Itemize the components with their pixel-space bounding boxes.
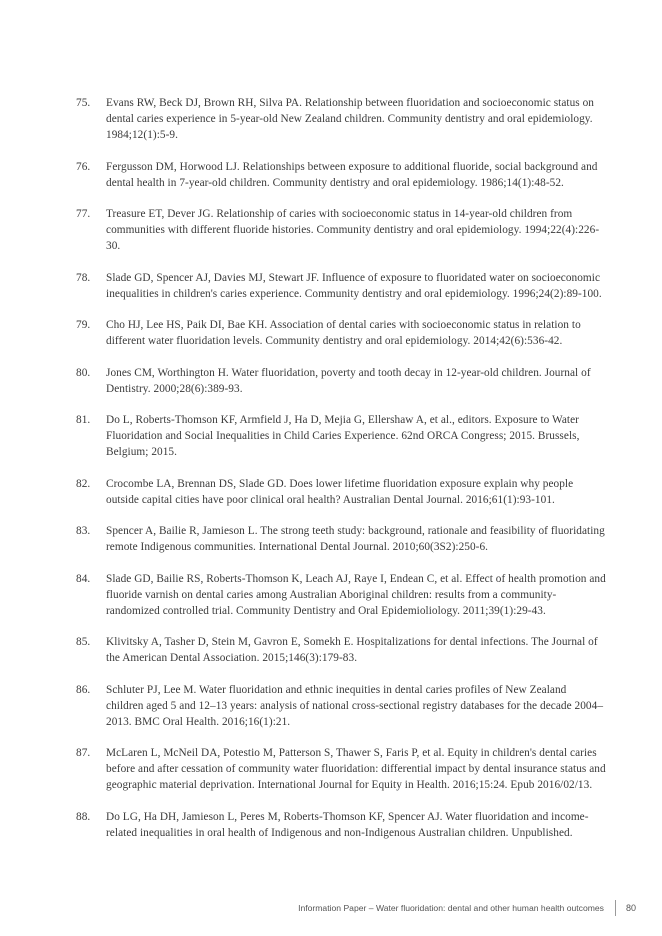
reference-text: McLaren L, McNeil DA, Potestio M, Patterson S, Thawer S, Faris P, et al. Equity in children's dental caries before and after cessation of community water fluoridation: differential impact by dental insurance status and geographic material deprivation. International Journal for Equity in Health. 2016;15:24. Epub 2016/02/13.: [106, 747, 606, 791]
reference-number: 75.: [76, 97, 91, 109]
reference-item: [76, 571, 606, 619]
reference-item: [76, 159, 606, 191]
reference-item: [76, 634, 606, 666]
reference-item: [76, 365, 606, 397]
reference-item: [76, 745, 606, 793]
reference-text: Schluter PJ, Lee M. Water fluoridation and ethnic inequities in dental caries profiles of New Zealand children aged 5 and 12–13 years: analysis of national cross-sectional registry databases for the decade 2004–2013. BMC Oral Health. 2016;16(1):21.: [106, 683, 604, 728]
reference-item: [76, 95, 606, 143]
reference-text: Crocombe LA, Brennan DS, Slade GD. Does lower lifetime fluoridation exposure explain why people outside capital cities have poor clinical oral health? Australian Dental Journal. 2016;61(1):93-101.: [106, 477, 574, 506]
reference-item: [76, 317, 606, 349]
reference-text: Evans RW, Beck DJ, Brown RH, Silva PA. Relationship between fluoridation and socioeconomic status on dental caries experience in 5-year-old New Zealand children. Community dentistry and oral epidemiology. 1984;12(1):5-9.: [106, 97, 594, 141]
reference-item: [76, 412, 606, 460]
reference-item: [76, 682, 606, 730]
reference-text: Fergusson DM, Horwood LJ. Relationships between exposure to additional fluoride, social background and dental health in 7-year-old children. Community dentistry and oral epidemiology. 1986;14(1):48-52.: [106, 160, 598, 189]
reference-list: [76, 95, 606, 856]
reference-text: Treasure ET, Dever JG. Relationship of caries with socioeconomic status in 14-year-old children from communities with different fluoride histories. Community dentistry and oral epidemiology. 1994;22(4):226-30.: [106, 208, 600, 252]
reference-number: 86.: [76, 683, 91, 696]
footer-divider: [615, 900, 616, 916]
reference-number: 82.: [76, 477, 91, 490]
reference-item: [76, 206, 606, 254]
reference-number: 78.: [76, 271, 91, 284]
reference-text: Spencer A, Bailie R, Jamieson L. The strong teeth study: background, rationale and feasibility of fluoridating remote Indigenous communities. International Dental Journal. 2010;60(3S2):250-6.: [106, 525, 605, 553]
reference-number: 87.: [76, 747, 91, 759]
reference-number: 83.: [76, 525, 91, 537]
reference-text: Jones CM, Worthington H. Water fluoridation, poverty and tooth decay in 12-year-old children. Journal of Dentistry. 2000;28(6):389-93.: [106, 366, 591, 395]
footer-title: Information Paper – Water fluoridation: dental and other human health outcomes: [298, 903, 604, 913]
reference-number: 77.: [76, 208, 91, 220]
reference-text: Slade GD, Bailie RS, Roberts-Thomson K, Leach AJ, Raye I, Endean C, et al. Effect of health promotion and fluoride varnish on dental caries among Australian Aboriginal children: results from a community-randomized controlled trial. Community Dentistry and Oral Epidemioliology. 2011;39(1):29-43.: [106, 572, 606, 617]
reference-number: 81.: [76, 414, 91, 426]
reference-number: 85.: [76, 636, 91, 648]
reference-number: 79.: [76, 319, 91, 331]
reference-text: Do L, Roberts-Thomson KF, Armfield J, Ha D, Mejia G, Ellershaw A, et al., editors. Exposure to Water Fluoridation and Social Inequalities in Child Caries Experience. 62nd ORCA Congress; 2015. Brussels, Belgium; 2015.: [106, 414, 580, 458]
reference-number: 76.: [76, 160, 91, 173]
reference-text: Slade GD, Spencer AJ, Davies MJ, Stewart JF. Influence of exposure to fluoridated water on socioeconomic inequalities in children's caries experience. Community dentistry and oral epidemiology. 1996;24(2):89-100.: [106, 271, 602, 300]
reference-number: 84.: [76, 572, 91, 585]
reference-item: [76, 476, 606, 508]
reference-item: [76, 270, 606, 302]
reference-text: Cho HJ, Lee HS, Paik DI, Bae KH. Association of dental caries with socioeconomic status in relation to different water fluoridation levels. Community dentistry and oral epidemiology. 2014;42(6):536-42.: [106, 319, 581, 347]
reference-item: [76, 523, 606, 555]
reference-number: 88.: [76, 810, 91, 823]
reference-text: Klivitsky A, Tasher D, Stein M, Gavron E, Somekh E. Hospitalizations for dental infections. The Journal of the American Dental Association. 2015;146(3):179-83.: [106, 636, 598, 664]
page-footer: [298, 900, 636, 916]
reference-number: 80.: [76, 366, 91, 379]
reference-item: [76, 809, 606, 841]
page-number: 80: [625, 903, 636, 913]
reference-text: Do LG, Ha DH, Jamieson L, Peres M, Roberts-Thomson KF, Spencer AJ. Water fluoridation and income-related inequalities in oral health of Indigenous and non-Indigenous Australian children. Unpublished.: [106, 810, 589, 839]
